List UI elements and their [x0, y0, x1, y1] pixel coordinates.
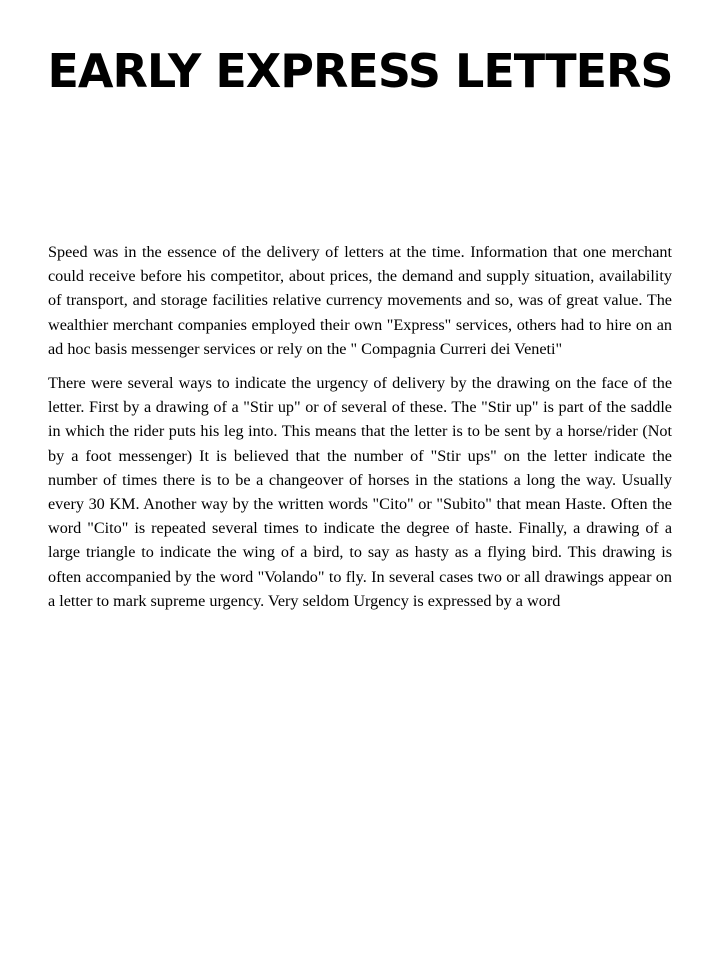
body-text [48, 240, 672, 623]
paragraph-urgency: There were several ways to indicate the urgency of delivery by the drawing on the face of the letter. First by a drawing of a "Stir up" or of several of these. The "Stir up" is part of the saddle in which the rider puts his leg into. This means that the letter is to be sent by a horse/rider (Not by a foot messenger) It is believed that the number of "Stir ups" on the letter indicate the number of times there is to be a changeover of horses in the stations a long the way. Usually every 30 KM. Another way by the written words "Cito" or "Subito" that mean Haste. Often the word "Cito" is repeated several times to indicate the degree of haste. Finally, a drawing of a large triangle to indicate the wing of a bird, to say as hasty as a flying bird. This drawing is often accompanied by the word "Volando" to fly. In several cases two or all drawings appear on a letter to mark supreme urgency. Very seldom Urgency is expressed by a word [48, 374, 672, 610]
paragraph-speed: Speed was in the essence of the delivery of letters at the time. Information that one merchant could receive before his competitor, about prices, the demand and supply situation, availability of transport, and storage facilities relative currency movements and so, was of great value. The wealthier merchant companies employed their own "Express" services, others had to hire on an ad hoc basis messenger services or rely on the " Compagnia Curreri dei Veneti" [48, 243, 672, 358]
page-title: EARLY EXPRESS LETTERS [47, 44, 673, 98]
